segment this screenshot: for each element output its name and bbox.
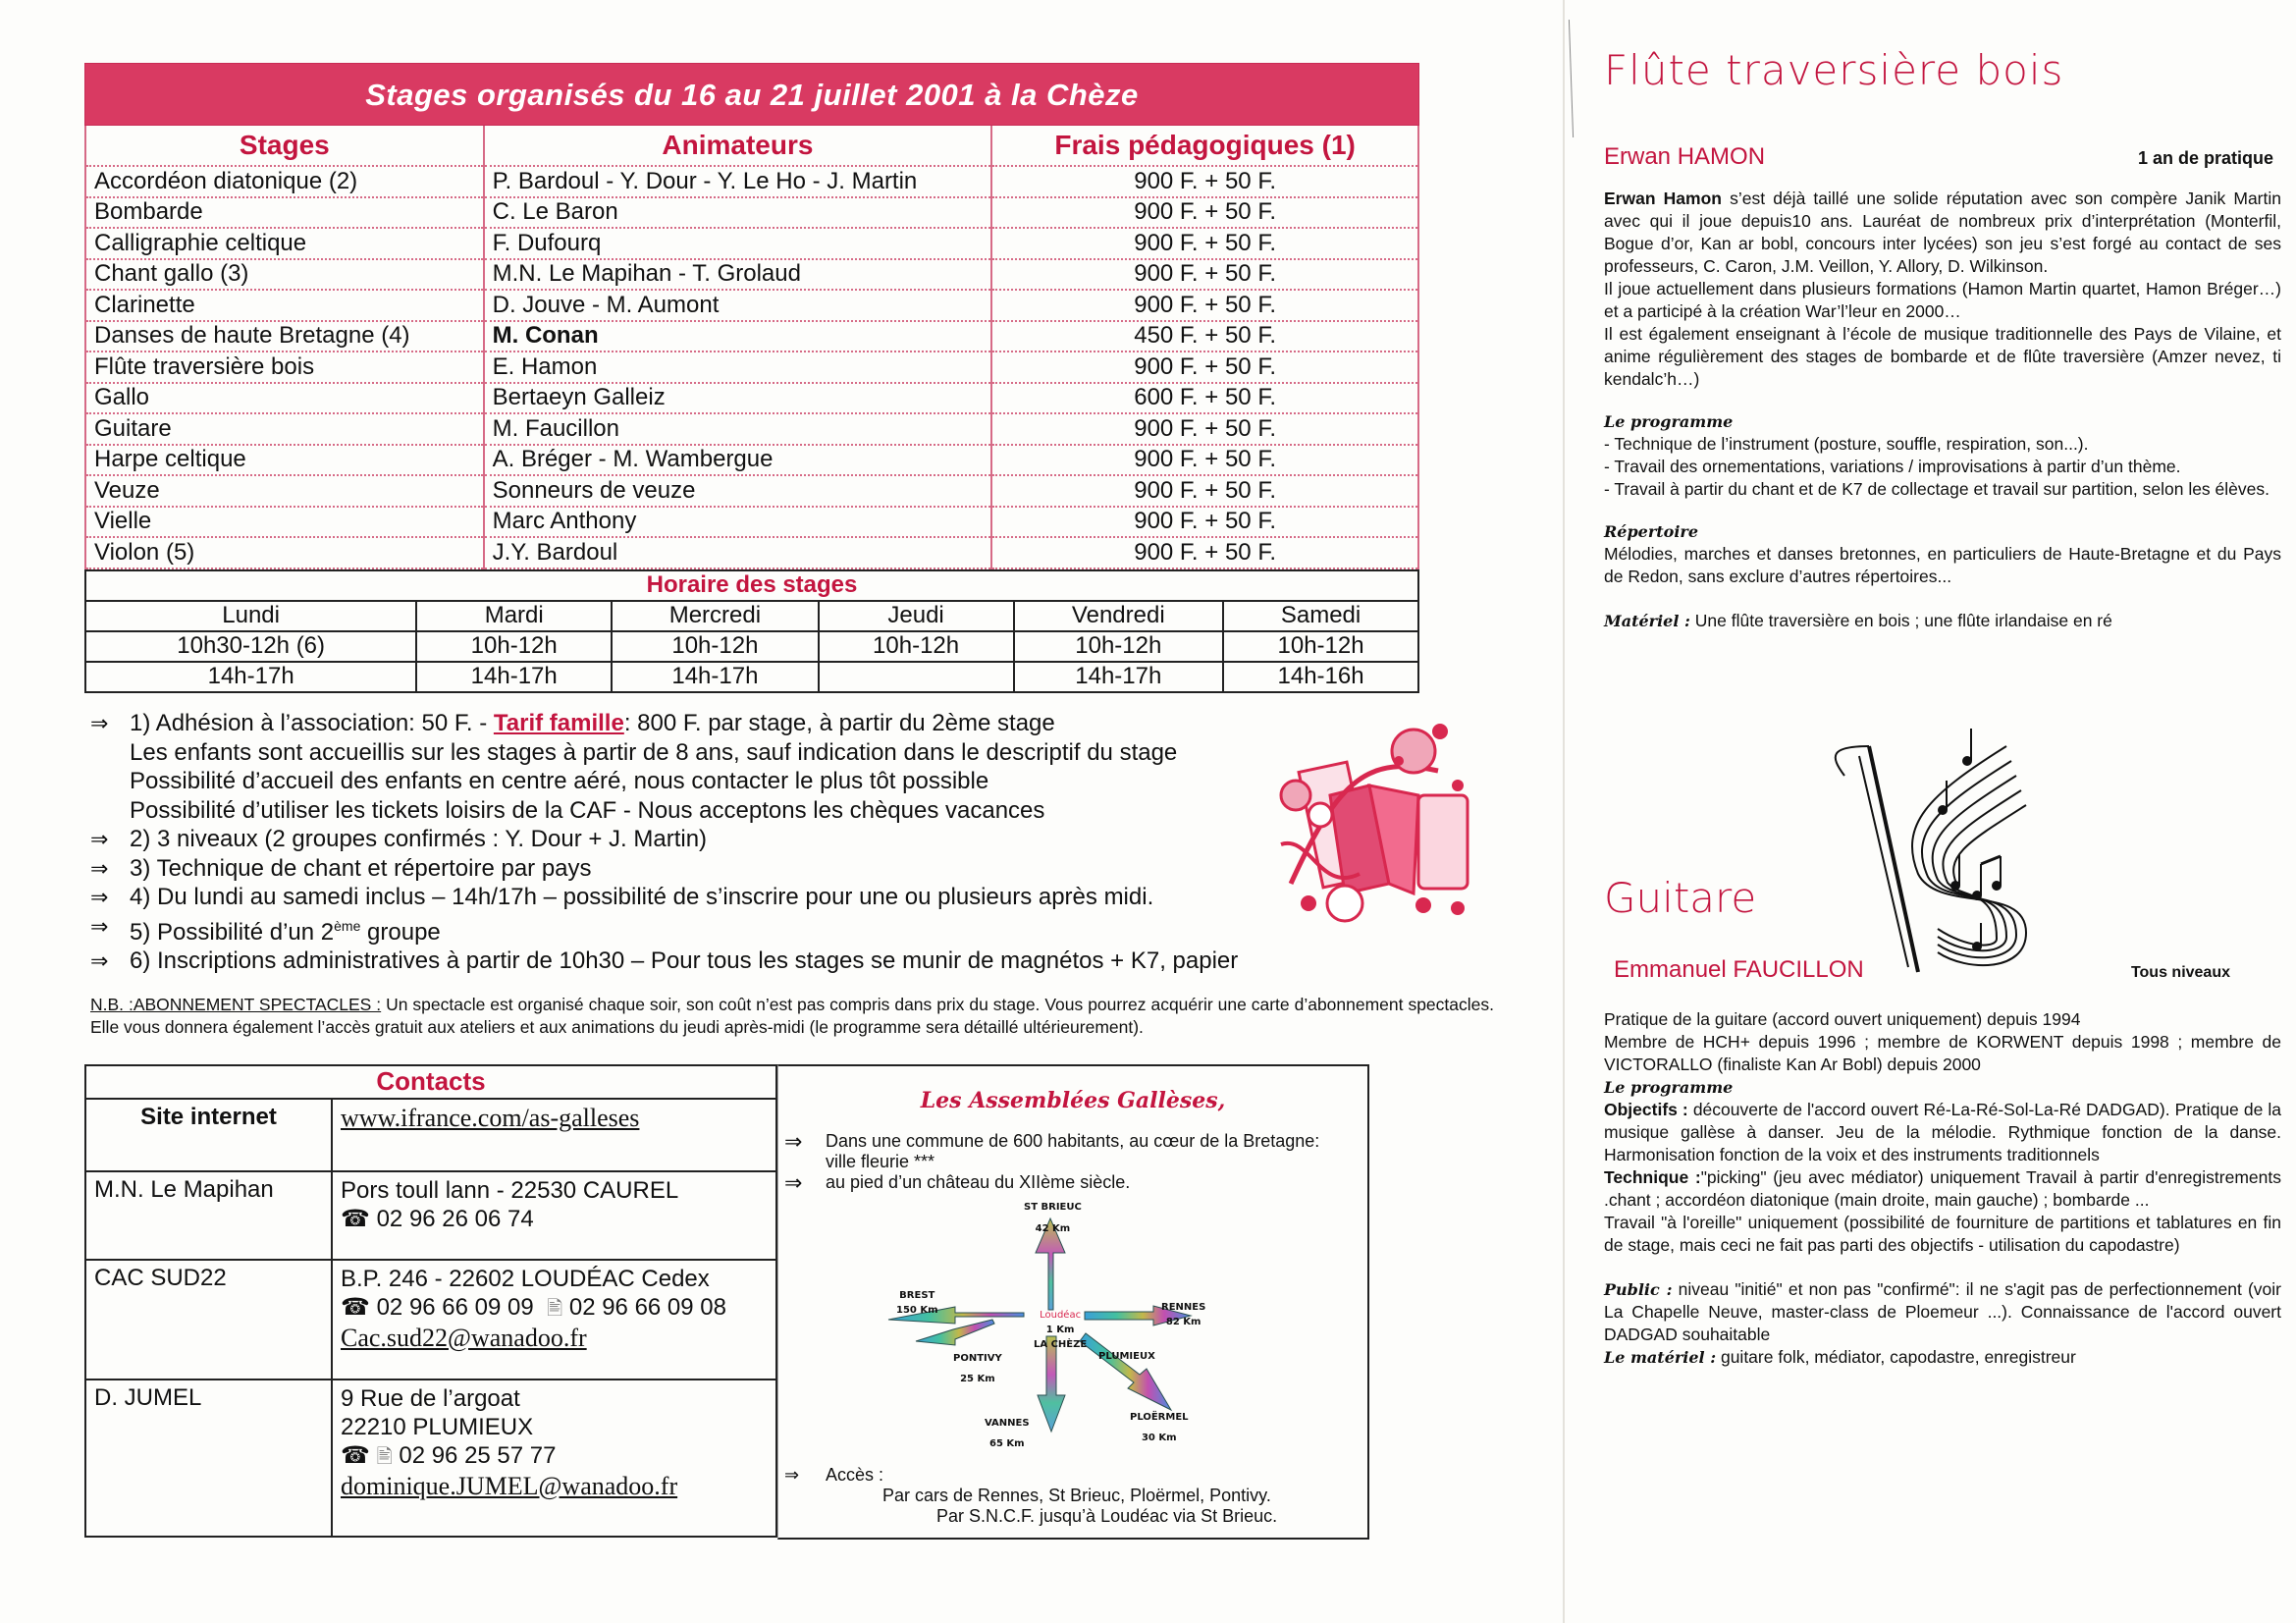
schedule-table [84,569,1419,693]
note-text: 5) Possibilité d’un 2 [130,918,335,946]
schedule-morning: 10h-12h [416,631,612,662]
arrow-icon: ⇒ [90,711,109,735]
stage-row [85,475,1418,507]
note-sup: ème [334,917,361,934]
arrow-icon: ⇒ [90,913,109,939]
arrow-icon: ⇒ [784,1170,803,1195]
stage-row [85,383,1418,414]
acces-line: Par S.N.C.F. jusqu’à Loudéac via St Brieuc. [936,1506,1278,1526]
contacts-table [84,1064,777,1538]
guitare-teacher: Emmanuel FAUCILLON [1614,956,1864,983]
schedule-afternoon: 14h-17h [1014,662,1224,692]
stage-row [85,321,1418,352]
stage-animateurs: D. Jouve - M. Aumont [484,290,992,321]
col-header-frais: Frais pédagogiques (1) [991,126,1418,166]
contacts-section [84,1064,777,1538]
nb-label: N.B. :ABONNEMENT SPECTACLES : [90,995,382,1014]
contact-row [85,1099,776,1171]
fax-icon: 🖹 [376,1446,393,1468]
programme-item: - Travail à partir du chant et de K7 de collectage et travail sur partition, selon les élèves. [1604,479,2269,499]
fold-line [1569,20,1574,137]
map-label-st-brieuc: ST BRIEUC 42 Km [1024,1202,1082,1234]
technique-text: "picking" (jeu avec médiator) uniquement Travail à partir d'enregistrements .chant ; accordéon diatonique (main droite, main gauche) ; bombarde ... [1604,1167,2281,1210]
map-label-vannes: VANNES 65 Km [985,1418,1030,1449]
guitare-oreille: Travail "à l'oreille" uniquement (possibilité de fourniture de partitions et tablatures en fin de stage, mais ceci ne fait pas parti des objectifs - utilisation du capodastre) [1604,1213,2281,1255]
contact-address: 9 Rue de l’argoat [341,1385,520,1412]
stage-row [85,445,1418,476]
phone-icon: ☎ [341,1442,370,1469]
schedule-day: Jeudi [819,601,1014,631]
assemblees-text: Dans une commune de 600 habitants, au cœur de la Bretagne: ville fleurie *** [826,1131,1320,1171]
stage-name: Gallo [85,383,484,414]
map-label-loudeac: Loudéac 1 Km LA CHÈZE [1034,1310,1088,1350]
note-text: Possibilité d’utiliser les tickets loisirs de la CAF - Nous acceptons les chèques vacances [130,796,1045,824]
arrow-icon: ⇒ [784,1465,800,1485]
schedule-day: Samedi [1223,601,1418,631]
arrow-ploermel [1080,1333,1171,1410]
stages-section [84,63,1419,693]
stage-fee: 900 F. + 50 F. [991,507,1418,538]
schedule-morning: 10h-12h [819,631,1014,662]
guitare-materiel-text: guitare folk, médiator, capodastre, enregistreur [1716,1347,2076,1367]
flute-bio [1604,188,2281,278]
stage-row [85,537,1418,568]
assemblees-point [784,1131,1350,1172]
schedule-afternoon: 14h-16h [1223,662,1418,692]
fax-icon: 🖹 [547,1298,563,1320]
stage-name: Violon (5) [85,537,484,568]
contact-row [85,1260,776,1380]
map-label-pontivy: PONTIVY 25 Km [953,1353,1002,1384]
acces-line: Par cars de Rennes, St Brieuc, Ploërmel, Pontivy. [882,1486,1271,1505]
acces-info [784,1465,1354,1527]
stage-animateurs: Marc Anthony [484,507,992,538]
stage-animateurs: C. Le Baron [484,197,992,229]
note-1 [90,709,1347,825]
assemblees-title: Les Assemblées Gallèses, [920,1088,1226,1113]
contact-fax: 02 96 66 09 08 [568,1294,726,1321]
stage-fee: 900 F. + 50 F. [991,259,1418,291]
guitare-materiel-label: Le matériel : [1604,1348,1717,1367]
guitare-title: Guitare [1604,874,1757,922]
stage-fee: 900 F. + 50 F. [991,537,1418,568]
stage-fee: 900 F. + 50 F. [991,352,1418,383]
stage-fee: 450 F. + 50 F. [991,321,1418,352]
flute-bio-text: s’est déjà taillé une solide réputation avec son compère Janik Martin avec qui il joue depuis10 ans. Lauréat de nombreux prix d’interprétation (Monterfil, Bogue d’or, Kan ar bobl, concours inter lycées) son jeu s’est forgé au contact de ses professeurs, C. Caron, J.M. Veillon, Y. Allory, D. Wilkinson. [1604,189,2281,276]
note-text: groupe [360,918,441,946]
contact-email[interactable]: dominique.JUMEL@wanadoo.fr [341,1472,678,1500]
note-text: Les enfants sont accueillis sur les stages à partir de 8 ans, sauf indication dans le descriptif du stage [130,738,1178,766]
stage-row [85,507,1418,538]
schedule-day: Lundi [85,601,416,631]
flute-bio-text: Il est également enseignant à l’école de musique traditionnelle des Pays de Vilaine, et anime régulièrement des stages de bombarde et de flûte traversière (Amzer nevez, ti kendalc’h…) [1604,324,2281,389]
contact-address: Pors toull lann - 22530 CAUREL [341,1177,679,1204]
phone-icon: ☎ [341,1206,370,1232]
note-text: 2) 3 niveaux (2 groupes confirmés : Y. Dour + J. Martin) [130,826,708,852]
stage-animateurs: Sonneurs de veuze [484,475,992,507]
technique-label: Technique : [1604,1167,1701,1187]
schedule-morning: 10h30-12h (6) [85,631,416,662]
stage-animateurs: J.Y. Bardoul [484,537,992,568]
contact-address: B.P. 246 - 22602 LOUDÉAC Cedex [341,1266,710,1292]
note-text: Possibilité d’accueil des enfants en centre aéré, nous contacter le plus tôt possible [130,768,989,794]
flute-materiel-text: Une flûte traversière en bois ; une flûte irlandaise en ré [1689,611,2112,630]
stage-row [85,228,1418,259]
contacts-caption: Contacts [85,1065,776,1099]
flute-repertoire: Mélodies, marches et danses bretonnes, en particuliers de Haute-Bretagne et du Pays de Redon, sans exclure d’autres répertoires... [1604,544,2281,586]
guitare-programme-label: Le programme [1604,1078,1734,1097]
flute-programme [1604,433,2281,501]
objectifs-text: découverte de l'accord ouvert Ré-La-Ré-Sol-La-Ré DADGAD). Pratique de la musique gallèse à danser. Jeu de la mélodie. Rythmique fonction de la danse. Harmonisation fonction de la voix et des instruments traditionnels [1604,1100,2281,1164]
notes-list [90,709,1347,976]
assemblees-text: au pied d’un château du XIIème siècle. [826,1172,1131,1192]
site-label: Site internet [85,1099,332,1171]
flute-materiel [1604,610,2281,632]
flute-teacher: Erwan HAMON [1604,143,1766,170]
stage-row [85,259,1418,291]
stage-name: Clarinette [85,290,484,321]
stage-fee: 900 F. + 50 F. [991,475,1418,507]
stage-name: Flûte traversière bois [85,352,484,383]
stage-fee: 600 F. + 50 F. [991,383,1418,414]
stages-banner: Stages organisés du 16 au 21 juillet 2001 à la Chèze [84,63,1419,126]
flute-title: Flûte traversière bois [1604,46,2064,94]
right-column [1604,46,2281,1367]
flute-materiel-label: Matériel : [1604,612,1690,630]
map-label-brest: BREST 150 Km [896,1290,938,1316]
stage-name: Chant gallo (3) [85,259,484,291]
contact-address: 22210 PLUMIEUX [341,1414,534,1440]
stage-name: Calligraphie celtique [85,228,484,259]
note-2 [90,825,1347,854]
stage-fee: 900 F. + 50 F. [991,166,1418,197]
stage-row [85,352,1418,383]
flute-repertoire-label: Répertoire [1604,522,1699,541]
arrow-icon: ⇒ [90,855,109,881]
stage-fee: 900 F. + 50 F. [991,445,1418,476]
contact-phone: 02 96 26 06 74 [376,1206,534,1232]
tarif-famille-label: Tarif famille [493,710,624,736]
guitare-materiel [1604,1346,2281,1369]
accordion-music-illustration [1252,697,1497,933]
guitare-bio: Pratique de la guitare (accord ouvert uniquement) depuis 1994 [1604,1009,2081,1029]
nb-text: Un spectacle est organisé chaque soir, son coût n’est pas compris dans prix du stage. Vous pourrez acquérir une carte d’abonnement spectacles. Elle vous donnera également l’accès gratuit aux ateliers et aux animations du jeudi après-midi (le programme sera détaillé ultérieurement). [90,995,1494,1037]
stage-fee: 900 F. + 50 F. [991,290,1418,321]
public-label: Public : [1604,1280,1673,1299]
stage-animateurs: M.N. Le Mapihan - T. Grolaud [484,259,992,291]
schedule-afternoon [819,662,1014,692]
col-header-stages: Stages [85,126,484,166]
nb-abonnement [90,994,1494,1039]
stage-name: Veuze [85,475,484,507]
note-6 [90,947,1347,976]
col-header-animateurs: Animateurs [484,126,992,166]
flute-programme-label: Le programme [1604,412,1734,431]
stage-fee: 900 F. + 50 F. [991,197,1418,229]
stage-row [85,166,1418,197]
stage-name: Danses de haute Bretagne (4) [85,321,484,352]
schedule-afternoon: 14h-17h [85,662,416,692]
arrow-icon: ⇒ [90,827,109,851]
schedule-morning: 10h-12h [1014,631,1224,662]
contact-phone: 02 96 25 57 77 [399,1442,557,1469]
music-staff-illustration [1810,717,2065,992]
note-text: 6) Inscriptions administratives à partir de 10h30 – Pour tous les stages se munir de magnétos + K7, papier [130,947,1239,974]
stage-row [85,197,1418,229]
note-3 [90,854,1347,884]
guitare-details [1604,1008,2281,1369]
schedule-morning: 10h-12h [612,631,819,662]
acces-label: Accès : [826,1465,884,1485]
stage-name: Harpe celtique [85,445,484,476]
stage-animateurs: P. Bardoul - Y. Dour - Y. Le Ho - J. Martin [484,166,992,197]
stage-animateurs: M. Conan [484,321,992,352]
note-5 [90,912,1347,947]
guitare-bio: Membre de HCH+ depuis 1996 ; membre de KORWENT depuis 1998 ; membre de VICTORALLO (finaliste Kan Ar Bobl) depuis 2000 [1604,1032,2281,1074]
stage-animateurs: A. Bréger - M. Wambergue [484,445,992,476]
guitare-objectifs [1604,1099,2281,1166]
map-label-ploermel: PLOËRMEL 30 Km [1130,1412,1189,1443]
stage-name: Accordéon diatonique (2) [85,166,484,197]
directions-map [877,1202,1269,1449]
assemblees-box [777,1064,1369,1540]
schedule-caption: Horaire des stages [85,570,1418,601]
guitare-level: Tous niveaux [2130,964,2230,981]
contact-name: D. JUMEL [85,1380,332,1537]
stage-row [85,413,1418,445]
phone-icon: ☎ [341,1294,370,1321]
arrow-icon: ⇒ [784,1129,803,1154]
schedule-morning: 10h-12h [1223,631,1418,662]
stage-name: Vielle [85,507,484,538]
note-text: 4) Du lundi au samedi inclus – 14h/17h – possibilité de s’inscrire pour une ou plusieurs après midi. [130,884,1154,910]
schedule-day: Vendredi [1014,601,1224,631]
programme-item: - Travail des ornementations, variations / improvisations à partir d’un thème. [1604,457,2181,476]
guitare-technique [1604,1166,2281,1212]
arrow-icon: ⇒ [90,948,109,973]
note-text: 3) Technique de chant et répertoire par pays [130,854,592,882]
stage-animateurs: E. Hamon [484,352,992,383]
site-link[interactable]: www.ifrance.com/as-galleses [341,1104,640,1132]
stage-name: Guitare [85,413,484,445]
contact-row [85,1380,776,1537]
note-text: : 800 F. par stage, à partir du 2ème stage [623,710,1055,736]
stages-table [84,126,1419,569]
note-text: 1) Adhésion à l’association: 50 F. - [130,710,494,736]
stage-animateurs: M. Faucillon [484,413,992,445]
contact-phone: 02 96 66 09 09 [376,1294,534,1321]
programme-item: - Technique de l’instrument (posture, souffle, respiration, son...). [1604,434,2089,454]
note-4 [90,883,1347,912]
schedule-afternoon: 14h-17h [416,662,612,692]
stage-animateurs: F. Dufourq [484,228,992,259]
flute-bio-text: Il joue actuellement dans plusieurs formations (Hamon Martin quartet, Hamon Bréger…) et a participé à la création War’l’leur en 2000… [1604,279,2281,321]
schedule-day: Mercredi [612,601,819,631]
public-text: niveau "initié" et non pas "confirmé": il ne s'agit pas de perfectionnement (voir La Chapelle Neuve, master-class de Ploemeur ...). Connaissance de l'accord ouvert DADGAD souhaitable [1604,1279,2281,1344]
objectifs-label: Objectifs : [1604,1100,1688,1119]
stage-fee: 900 F. + 50 F. [991,228,1418,259]
guitare-public [1604,1278,2281,1346]
stage-animateurs: Bertaeyn Galleiz [484,383,992,414]
page-fold [1563,0,1565,1623]
flute-level: 1 an de pratique [2137,148,2273,168]
assemblees-point [784,1172,1350,1193]
flute-bio-name: Erwan Hamon [1604,189,1722,208]
contact-row [85,1171,776,1260]
map-label-plumieux: PLUMIEUX [1098,1351,1155,1362]
contact-name: CAC SUD22 [85,1260,332,1380]
stage-row [85,290,1418,321]
contact-name: M.N. Le Mapihan [85,1171,332,1260]
schedule-afternoon: 14h-17h [612,662,819,692]
arrow-icon: ⇒ [90,885,109,909]
map-label-rennes: RENNES 82 Km [1161,1302,1206,1327]
schedule-day: Mardi [416,601,612,631]
stage-name: Bombarde [85,197,484,229]
stage-fee: 900 F. + 50 F. [991,413,1418,445]
contact-email[interactable]: Cac.sud22@wanadoo.fr [341,1324,587,1352]
